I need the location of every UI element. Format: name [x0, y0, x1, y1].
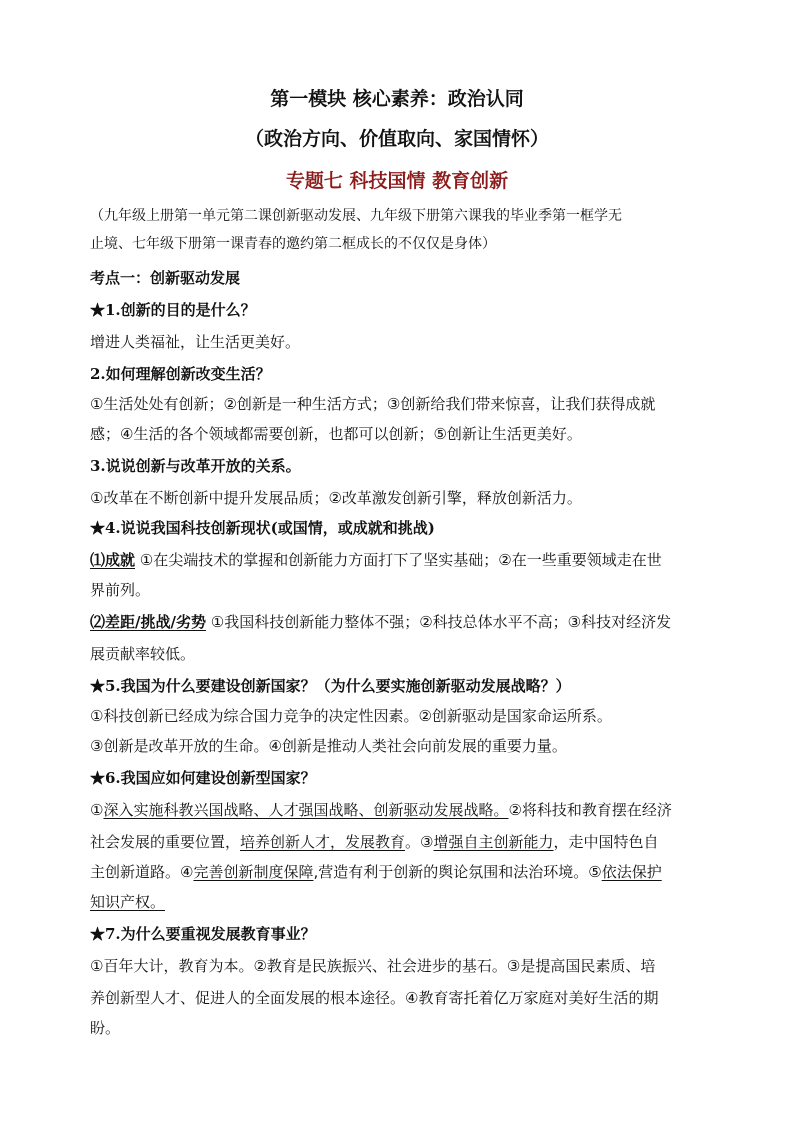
section-title: 考点一：创新驱动发展 — [90, 269, 241, 287]
achievement-text: ①在尖端技术的掌握和创新能力方面打下了坚实基础；②在一些重要领域走在世 — [139, 551, 662, 569]
q6-seg-3: ②将科技和教育摆在经济 — [508, 801, 672, 819]
question-4-part-1-line-1 — [90, 550, 710, 571]
q6-seg-5: 培养创新人才，发展教育 — [240, 833, 406, 851]
gap-label: ⑵差距/挑战/劣势 — [90, 613, 206, 631]
q6-seg-4: 社会发展的重要位置， — [90, 833, 241, 851]
question-6-answer-line-4 — [90, 892, 710, 913]
question-7-answer-line-1: ①百年大计，教育为本。②教育是民族振兴、社会进步的基石。③是提高国民素质、培 — [90, 957, 656, 975]
question-4-part-2-line-1 — [90, 612, 710, 633]
q6-seg-2: 深入实施科教兴国战略、人才强国战略、创新驱动发展战略。 — [103, 801, 509, 819]
q6-seg-1: ① — [90, 801, 104, 819]
gap-text: ①我国科技创新能力整体不强；②科技总体水平不高；③科技对经济发 — [210, 613, 672, 631]
module-title: 第一模块 核心素养：政治认同 — [270, 88, 524, 110]
q6-seg-6: 。③ — [405, 833, 434, 851]
intro-line-2: 止境、七年级下册第一课青春的邀约第二框成长的不仅仅是身体） — [90, 236, 496, 252]
achievement-label: ⑴成就 — [90, 551, 136, 569]
question-1-answer: 增进人类福祉，让生活更美好。 — [90, 333, 301, 351]
question-7-answer-line-3: 盼。 — [90, 1019, 121, 1037]
question-4-part-2-line-2: 展贡献率较低。 — [90, 645, 196, 663]
question-4-title: ★4.说说我国科技创新现状(或国情，或成就和挑战) — [90, 519, 435, 537]
question-5-answer-line-2: ③创新是改革开放的生命。④创新是推动人类社会向前发展的重要力量。 — [90, 737, 567, 755]
q6-seg-8: ，走中国特色自 — [553, 833, 659, 851]
question-7-title: ★7.为什么要重视发展教育事业？ — [90, 925, 316, 943]
question-6-title: ★6.我国应如何建设创新型国家？ — [90, 769, 316, 787]
question-5-title: ★5.我国为什么要建设创新国家？（为什么要实施创新驱动发展战略？） — [90, 677, 571, 695]
question-3-answer: ①改革在不断创新中提升发展品质；②改革激发创新引擎，释放创新活力。 — [90, 489, 582, 507]
question-2-answer-line-1: ①生活处处有创新；②创新是一种生活方式；③创新给我们带来惊喜，让我们获得成就 — [90, 395, 656, 413]
question-3-title: 3.说说创新与改革开放的关系。 — [90, 457, 301, 475]
q6-seg-12: 依法保护 — [601, 863, 662, 881]
question-1-title: ★1.创新的目的是什么？ — [90, 301, 256, 319]
question-6-answer-line-1 — [90, 800, 710, 821]
q6-seg-9: 主创新道路。④ — [90, 863, 194, 881]
question-2-answer-line-2: 感；④生活的各个领域都需要创新，也都可以创新；⑤创新让生活更美好。 — [90, 425, 582, 443]
question-5-answer-line-1: ①科技创新已经成为综合国力竞争的决定性因素。②创新驱动是国家命运所系。 — [90, 707, 612, 725]
topic-title: 专题七 科技国情 教育创新 — [285, 170, 509, 192]
module-subtitle: （政治方向、价值取向、家国情怀） — [244, 128, 549, 150]
q6-seg-13: 知识产权。 — [90, 893, 166, 911]
q6-seg-10: 完善创新制度保障 — [193, 863, 314, 881]
question-2-title: 2.如何理解创新改变生活？ — [90, 365, 271, 383]
q6-seg-7: 增强自主创新能力 — [433, 833, 554, 851]
q6-seg-11: ,营造有利于创新的舆论氛围和法治环境。⑤ — [313, 863, 602, 881]
question-7-answer-line-2: 养创新型人才、促进人的全面发展的根本途径。④教育寄托着亿万家庭对美好生活的期 — [90, 989, 659, 1007]
question-6-answer-line-3 — [90, 862, 710, 883]
question-4-part-1-line-2: 界前列。 — [90, 581, 151, 599]
question-6-answer-line-2 — [90, 832, 710, 853]
intro-line-1: （九年级上册第一单元第二课创新驱动发展、九年级下册第六课我的毕业季第一框学无 — [90, 208, 622, 224]
